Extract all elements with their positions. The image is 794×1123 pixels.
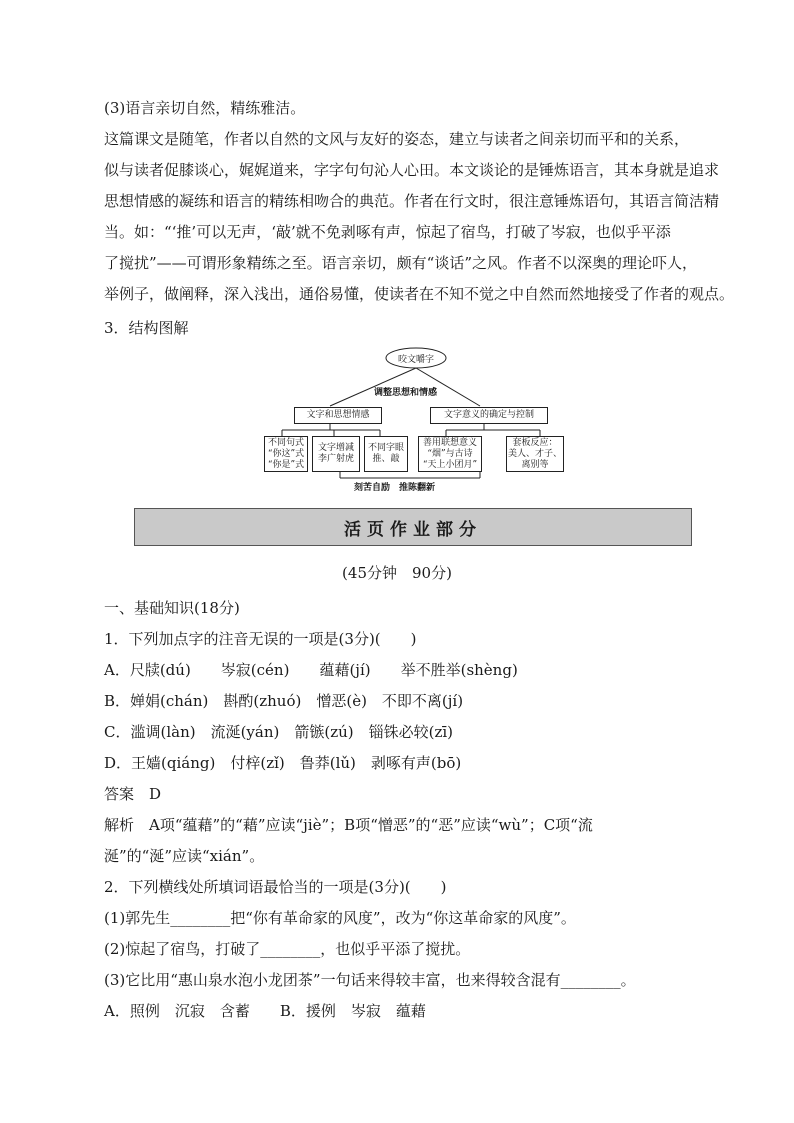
diagram-right-child: 套板反应： 美人、才子、 离别等 [506,436,564,472]
structure-heading: 3．结构图解 [104,319,189,337]
question-1-answer: 答案 D [104,785,162,803]
point3-title: (3)语言亲切自然，精练雅洁。 [104,99,306,117]
diagram-left-child: 不同句式 “你这”式 “你是”式 [264,436,308,472]
question-1-option-c: C．滥调(làn) 流涎(yán) 箭镞(zú) 锱铢必较(zī) [104,723,454,741]
para-line: 似与读者促膝谈心，娓娓道来，字字句句沁人心田。本文谈论的是锤炼语言，其本身就是追求 [104,161,720,179]
question-2-sentence: (2)惊起了宿鸟，打破了________，也似乎平添了搅扰。 [104,940,471,958]
part-heading: 一、基础知识(18分) [104,599,240,617]
diagram-left-branch: 文字和思想情感 [294,407,382,424]
question-1-option-a: A．尺牍(dú) 岑寂(cén) 蕴藉(jí) 举不胜举(shèng) [104,661,518,679]
diagram-right-branch: 文字意义的确定与控制 [430,407,548,424]
diagram-bottom-label: 刻苦自励 推陈翻新 [354,483,436,493]
para-line: 了搅扰”——可谓形象精练之至。语言亲切，颇有“谈话”之风。作者不以深奥的理论吓人， [104,254,698,272]
section-timing: (45分钟 90分) [342,564,452,582]
question-1-analysis: 解析 A项“蕴藉”的“藉”应读“jiè”；B项“憎恶”的“恶”应读“wù”；C项“流 [104,816,593,834]
question-1-option-b: B．婵娟(chán) 斟酌(zhuó) 憎恶(è) 不即不离(jí) [104,692,464,710]
section-title: 活页作业部分 [134,508,692,546]
question-1-stem: 1．下列加点字的注音无误的一项是(3分)( ) [104,630,417,648]
diagram-root: 咬文嚼字 [398,355,435,365]
diagram-top-label: 调整思想和情感 [374,388,438,398]
para-line: 举例子，做阐释，深入浅出，通俗易懂，使读者在不知不觉之中自然而然地接受了作者的观点。 [104,285,735,303]
diagram-left-child: 文字增减 李广射虎 [312,436,360,472]
question-1-option-d: D．王嫱(qiáng) 付梓(zǐ) 鲁莽(lǔ) 剥啄有声(bō) [104,754,462,772]
diagram-left-child: 不同字眼 推、敲 [364,436,408,472]
question-2-sentence: (1)郭先生________把“你有革命家的风度”，改为“你这革命家的风度”。 [104,909,576,927]
question-2-stem: 2．下列横线处所填词语最恰当的一项是(3分)( ) [104,878,447,896]
para-line: 当。如：“‘推’可以无声，‘敲’就不免剥啄有声，惊起了宿鸟，打破了岑寂，也似乎平添 [104,223,671,241]
para-line: 这篇课文是随笔，作者以自然的文风与友好的姿态，建立与读者之间亲切而平和的关系， [104,130,690,148]
question-2-options: A．照例 沉寂 含蓄 B．援例 岑寂 蕴藉 [104,1002,426,1020]
question-1-analysis: 涎”的“涎”应读“xián”。 [104,847,265,865]
question-2-sentence: (3)它比用“惠山泉水泡小龙团茶”一句话来得较丰富，也来得较含混有________。 [104,971,636,989]
para-line: 思想情感的凝练和语言的精练相吻合的典范。作者在行文时，很注意锤炼语句，其语言简洁精 [104,192,720,210]
structure-diagram [250,344,570,494]
diagram-right-child: 善用联想意义 “烟”与古诗 “天上小团月” [418,436,482,472]
